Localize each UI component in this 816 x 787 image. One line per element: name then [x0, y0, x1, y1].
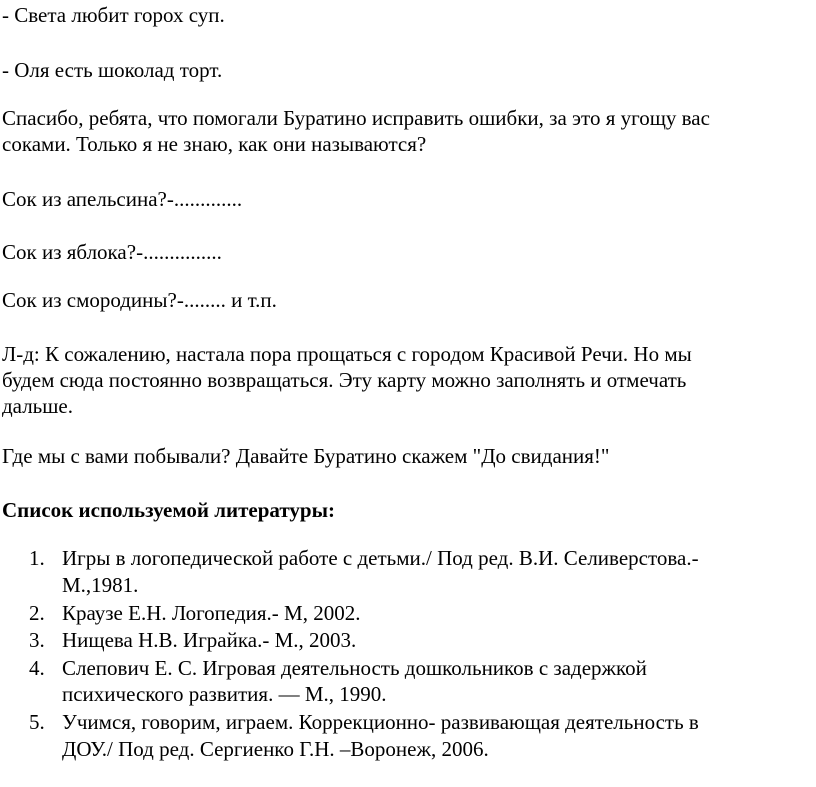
juice-apple-line: Сок из яблока?-............... — [2, 240, 222, 264]
reference-number: 4. — [29, 656, 45, 680]
paragraph-thanks-line-2: соками. Только я не знаю, как они называются? — [2, 132, 427, 156]
reference-item-1-line-2: М.,1981. — [62, 573, 139, 597]
paragraph-farewell-line-2: будем сюда постоянно возвращаться. Эту карту можно заполнять и отмечать — [2, 368, 687, 392]
dialogue-line-sveta: - Света любит горох суп. — [2, 3, 225, 27]
juice-currant-line: Сок из смородины?-........ и т.п. — [2, 288, 277, 312]
reference-number: 2. — [29, 601, 45, 625]
reference-item-1-line-1: Игры в логопедической работе с детьми./ Под ред. В.И. Селиверстова.- — [62, 546, 699, 570]
reference-number: 3. — [29, 628, 45, 652]
reference-item-5-line-1: Учимся, говорим, играем. Коррекционно- развивающая деятельность в — [62, 710, 699, 734]
paragraph-goodbye: Где мы с вами побывали? Давайте Буратино скажем "До свидания!" — [2, 444, 610, 468]
reference-number: 1. — [29, 546, 45, 570]
paragraph-farewell-line-3: дальше. — [2, 394, 73, 418]
references-heading: Список используемой литературы: — [2, 498, 335, 522]
reference-item-3: Нищева Н.В. Играйка.- М., 2003. — [62, 628, 357, 652]
reference-item-4-line-2: психического развития. — М., 1990. — [62, 682, 387, 706]
reference-item-2: Краузе Е.Н. Логопедия.- М, 2002. — [62, 601, 361, 625]
reference-item-5-line-2: ДОУ./ Под ред. Сергиенко Г.Н. –Воронеж, 2006. — [62, 737, 489, 761]
juice-orange-line: Сок из апельсина?-............. — [2, 187, 243, 211]
reference-item-4-line-1: Слепович Е. С. Игровая деятельность дошкольников с задержкой — [62, 656, 647, 680]
paragraph-thanks-line-1: Спасибо, ребята, что помогали Буратино исправить ошибки, за это я угощу вас — [2, 106, 710, 130]
dialogue-line-olya: - Оля есть шоколад торт. — [2, 58, 223, 82]
reference-number: 5. — [29, 710, 45, 734]
paragraph-farewell-line-1: Л-д: К сожалению, настала пора прощаться с городом Красивой Речи. Но мы — [2, 342, 692, 366]
